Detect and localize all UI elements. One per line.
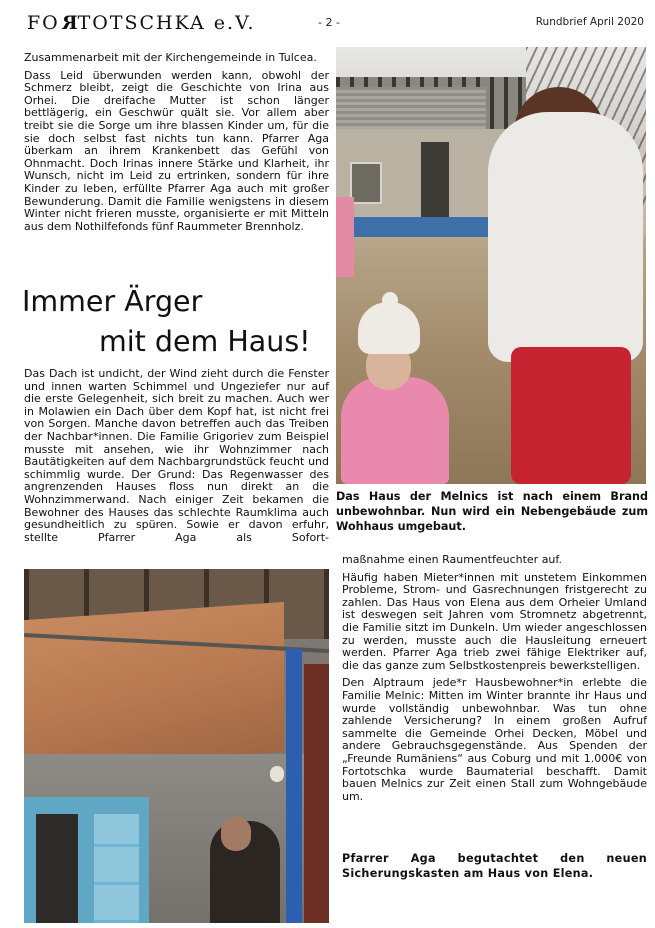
page-number: - 2 -	[318, 16, 340, 29]
newsletter-logo	[27, 12, 256, 34]
photo1-child-partial	[336, 197, 354, 277]
photo2-wooden-board	[24, 602, 284, 770]
photo-burnt-house	[336, 47, 646, 484]
photo1-roof-sheets	[336, 87, 486, 129]
paragraph-melnic: Den Alptraum jede*r Hausbewohner*in erlebte die Familie Melnic: Mitten im Winter brannte ihr Haus und wurde vollständig unbewohnbar. Was tun ohne zahlende Versicherung? In einem großen Aufruf sammelte die Gemeinde Orhei Decken, Möbel und andere Gebrauchsgegenstände. Aus Spenden der „Freunde Rumäniens“ aus Coburg und mit 1.000€ von Fortotschka wurde Baumaterial beschafft. Damit bauen Melnics zur Zeit einen Stall zum Wohngebäude um.	[342, 676, 647, 803]
photo2-dark-doorway	[36, 814, 78, 923]
logo-text-end: TOTSCHKA e.V.	[77, 12, 256, 34]
caption-photo-1: Das Haus der Melnics ist nach einem Brand unbewohnbar. Nun wird ein Nebengebäude zum Wohhaus umgebaut.	[336, 490, 648, 533]
photo1-window	[350, 162, 382, 204]
paragraph-raumentfeuchter: maßnahme einen Raumentfeuchter auf.	[342, 553, 562, 566]
paragraph-tulcea: Zusammenarbeit mit der Kirchengemeinde in Tulcea.	[24, 51, 317, 64]
right-column	[342, 554, 647, 808]
photo1-child-hat	[358, 302, 420, 354]
photo1-child-pink-coat	[341, 377, 449, 484]
photo1-woman-coat	[488, 112, 643, 362]
paragraph-elena: Häufig haben Mieter*innen mit unstetem Einkommen Probleme, Strom- und Gasrechnungen fristgerecht zu zahlen. Das Haus von Elena aus dem Orheier Umland ist deswegen seit Jahren vom Stromnetz abgetrennt, die Familie sitzt im Dunkeln. Um wieder angeschlossen zu werden, musste auch die Hausleitung erneuert werden. Pfarrer Aga trieb zwei fähige Elektriker auf, die das ganze zum Selbstkostenpreis bewerkstelligen.	[342, 570, 647, 672]
photo1-door	[421, 142, 449, 217]
headline-line-1: Immer Ärger	[22, 285, 203, 318]
paragraph-grigoriev: Das Dach ist undicht, der Wind zieht durch die Fenster und innen warten Schimmel und Ungeziefer nur auf die erste Gelegenheit, sich breit zu machen. Auch wer in Molawien ein Dach über dem Kopf hat, ist nicht frei von Sorgen. Manche davon betreffen auch das Treiben der Nachbar*innen. Die Familie Grigoriev zum Beispiel musste mit ansehen, wie ihr Wohnzimmer nach Bautätigkeiten auf dem Nachbargrundstück feucht und schimmlig wurde. Der Grund: Das Regenwasser des angrenzenden Hauses floss nun direkt an die Wohnzimmerwand. Nach einiger Zeit bekamen die Bewohner des Hauses das schlechte Raumklima auch gesundheitlich zu spüren. Sowie er davon erfuhr, stellte Pfarrer Aga als Sofort-	[24, 367, 329, 544]
headline-line-2: mit dem Haus!	[99, 325, 311, 358]
photo2-blue-pipe	[286, 649, 302, 923]
photo2-man-face	[221, 817, 251, 851]
caption-photo-2: Pfarrer Aga begutachtet den neuen Sicherungskasten am Haus von Elena.	[342, 852, 647, 880]
left-column-top	[24, 52, 329, 233]
logo-mirrored-r: R	[59, 12, 78, 34]
photo2-glass-door	[94, 814, 139, 923]
article-headline	[22, 282, 327, 362]
photo1-wall-base	[336, 217, 511, 239]
photo1-child-hat-bobble	[382, 292, 398, 308]
left-column-article	[24, 368, 329, 544]
issue-label: Rundbrief April 2020	[535, 16, 644, 28]
logo-text-start: FO	[27, 12, 60, 34]
photo2-light-bulb	[270, 766, 284, 782]
photo2-wooden-post	[304, 664, 329, 923]
photo-fuse-box	[24, 569, 329, 923]
paragraph-irina: Dass Leid überwunden werden kann, obwohl der Schmerz bleibt, zeigt die Geschichte von Irina aus Orhei. Die dreifache Mutter ist schon länger bettlägerig, ein Geschwür quält sie. Vor allem aber treibt sie die Sorge um ihre blassen Kinder um, für die sie doch selbst fast nichts tun kann. Pfarrer Aga überkam an ihrem Krankenbett das Gefühl von Ohnmacht. Doch Irinas innere Stärke und Klarheit, ihr Wunsch, nicht im Leid zu ertrinken, sondern für ihre Kinder zu leben, erfüllte Pfarrer Aga auch mit großer Bewunderung. Damit die Familie wenigstens in diesem Winter nicht frieren musste, organisierte er mit Mitteln aus dem Nothilfefonds fünf Raummeter Brennholz.	[24, 68, 329, 233]
photo1-woman-red-trousers	[511, 347, 631, 484]
